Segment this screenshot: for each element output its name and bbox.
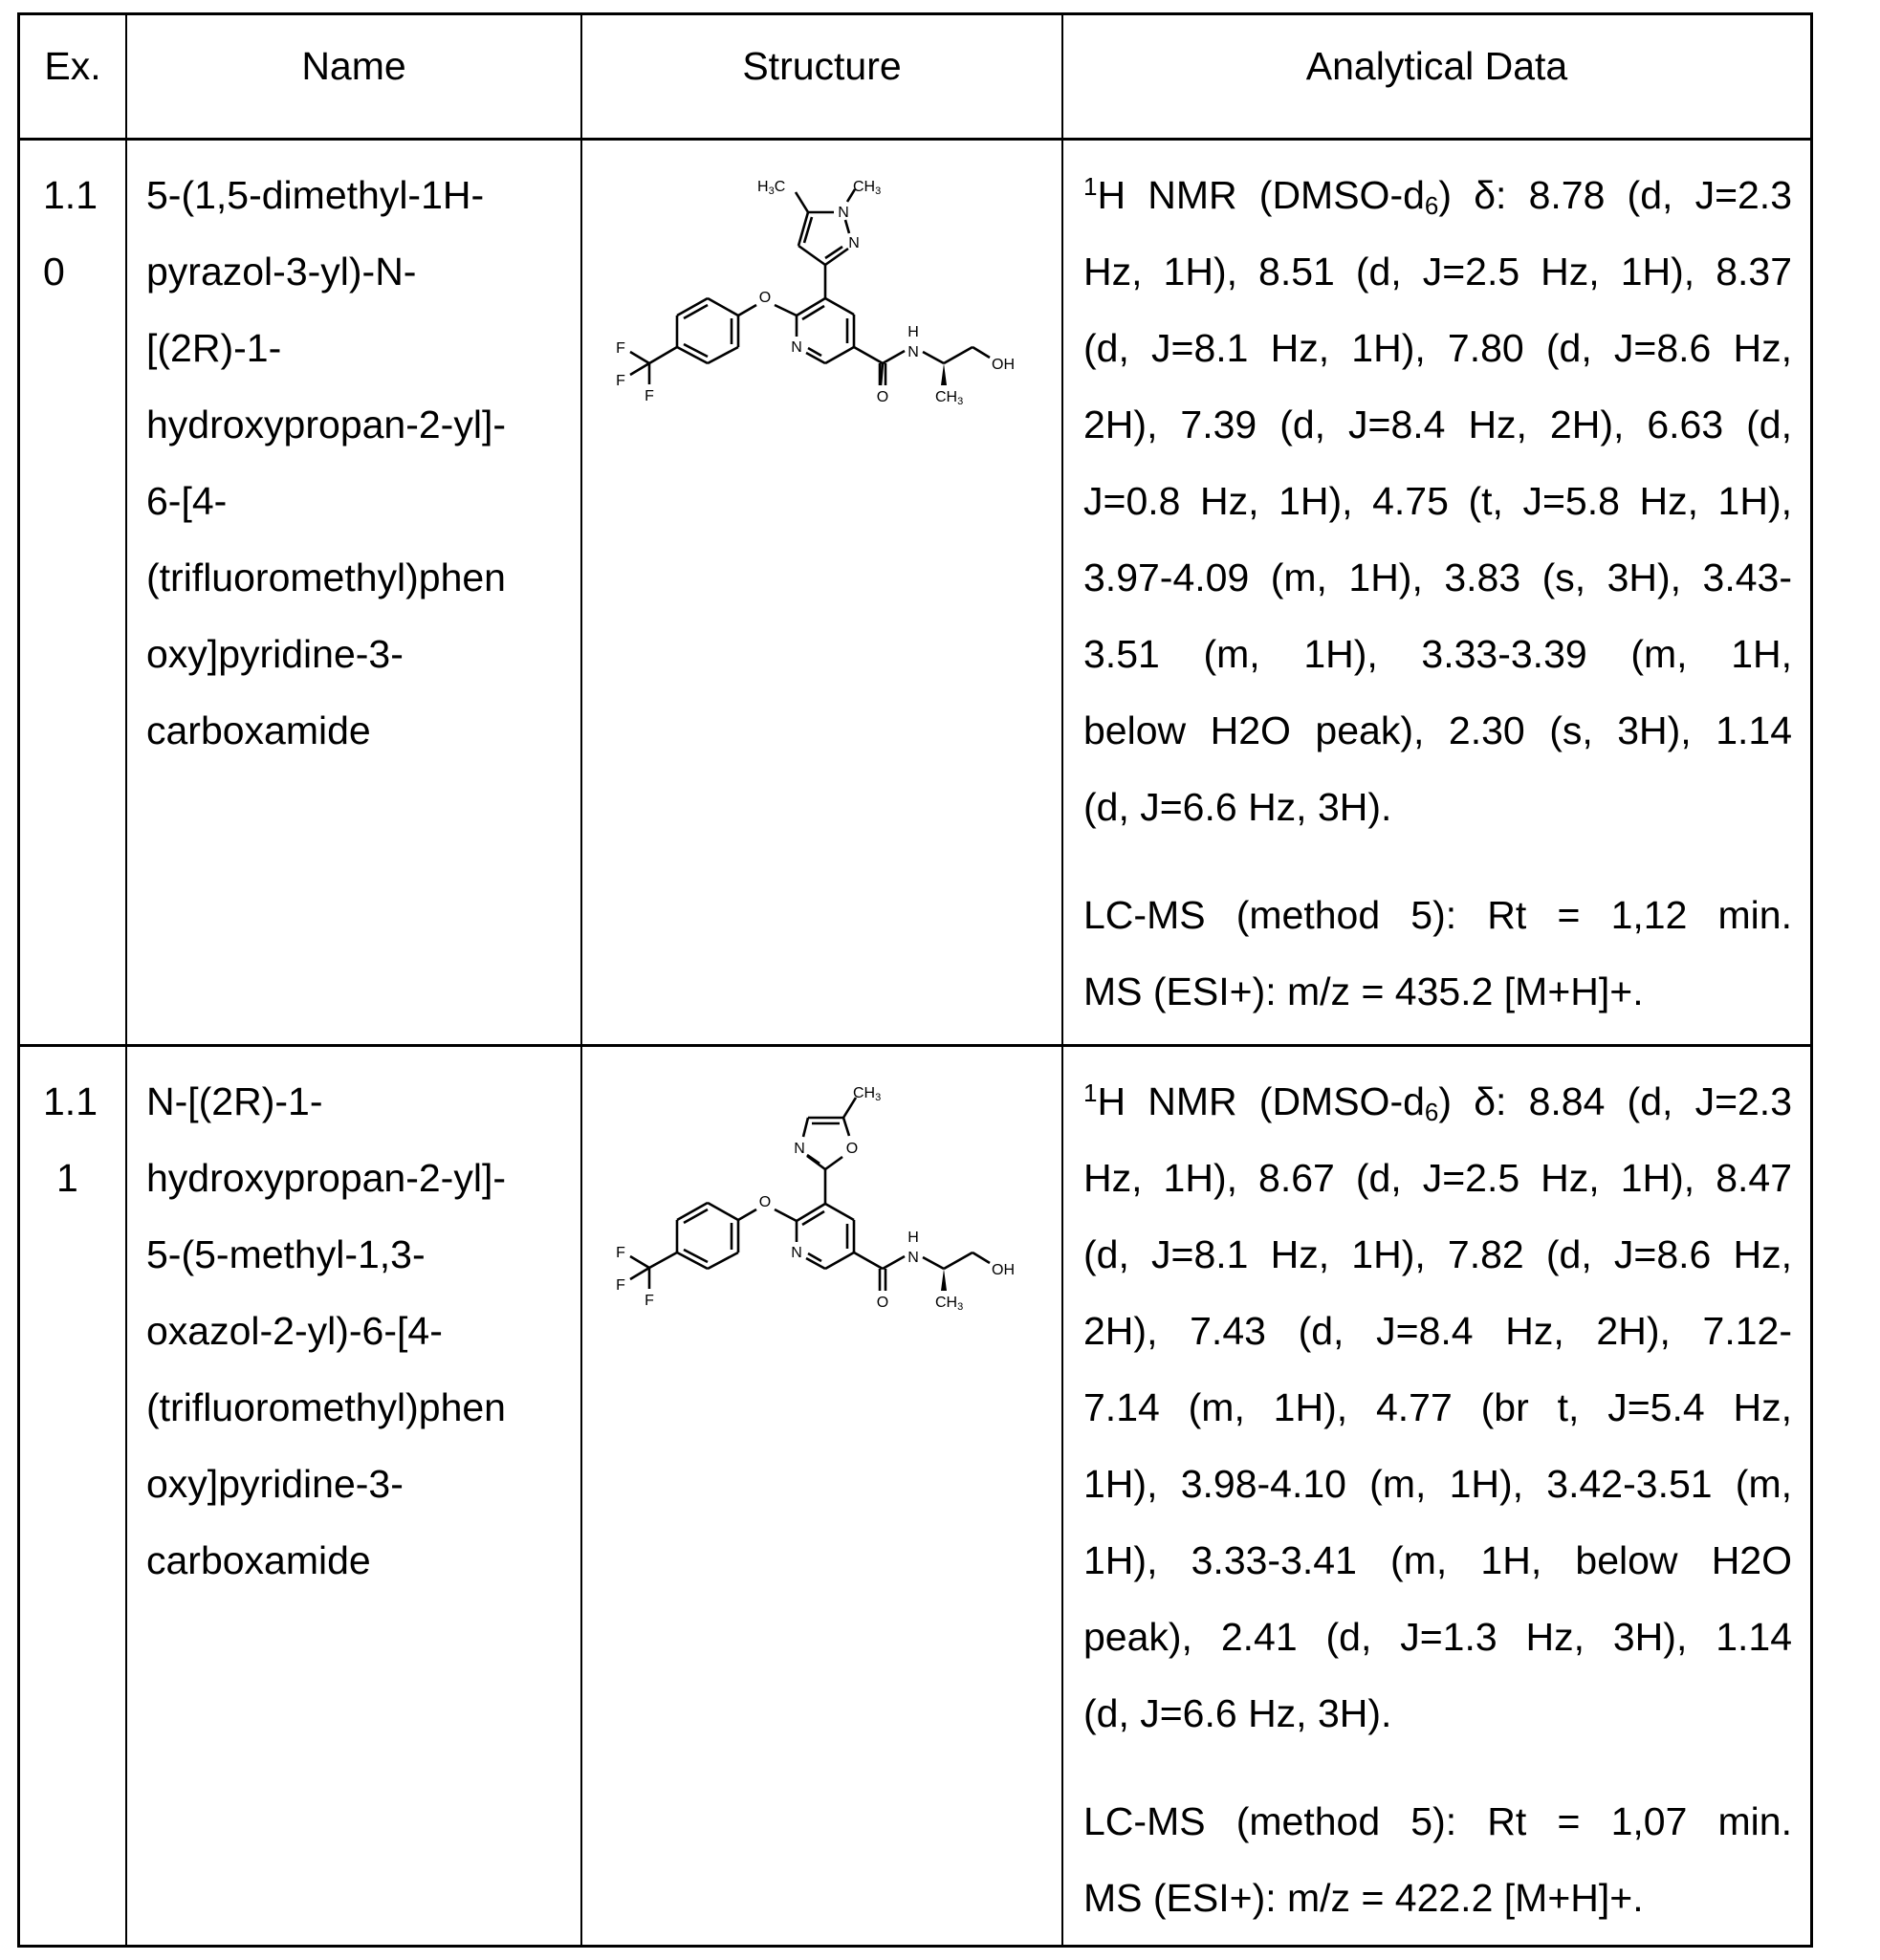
nmr-line: 2H), 7.39 (d, J=8.4 Hz, 2H), 6.63 (d,: [1083, 403, 1792, 446]
nmr-line: (d, J=8.1 Hz, 1H), 7.82 (d, J=8.6 Hz,: [1083, 1232, 1792, 1276]
nmr-line: Hz, 1H), 8.67 (d, J=2.5 Hz, 1H), 8.47: [1083, 1156, 1792, 1200]
nmr-line: (d, J=6.6 Hz, 3H).: [1083, 1691, 1392, 1735]
ex-line: 0: [43, 250, 65, 294]
name-line: 6-[4-: [146, 479, 228, 523]
ex-line: 1.1: [43, 1079, 98, 1123]
name-line: N-[(2R)-1-: [146, 1079, 323, 1123]
atom-label: F: [645, 388, 654, 404]
atom-label: N: [794, 1141, 805, 1157]
ms-line: MS (ESI+): m/z = 435.2 [M+H]+.: [1083, 969, 1644, 1013]
ex-line: 1.1: [43, 173, 98, 217]
row-2-ex: [43, 1063, 123, 1216]
atom-label-ch3: CH3: [935, 1295, 964, 1313]
nmr-prefix: H NMR (DMSO-d: [1097, 173, 1425, 217]
nmr-line: 2H), 7.43 (d, J=8.4 Hz, 2H), 7.12-: [1083, 1309, 1792, 1353]
atom-label: O: [845, 1141, 859, 1157]
nmr-line: 1H), 3.98-4.10 (m, 1H), 3.42-3.51 (m,: [1083, 1462, 1792, 1506]
nmr-line: 1H), 3.33-3.41 (m, 1H, below H2O: [1083, 1538, 1792, 1582]
row-2-name: [146, 1063, 577, 1599]
atom-label: N: [907, 1250, 919, 1266]
row-1-analytical-data: [1083, 157, 1792, 1030]
nmr-line: 3.51 (m, 1H), 3.33-3.39 (m, 1H,: [1083, 632, 1792, 676]
atom-label-ch3: CH3: [935, 389, 964, 407]
atom-label: N: [848, 235, 860, 251]
name-line: oxy]pyridine-3-: [146, 632, 404, 676]
nmr-line: 3.97-4.09 (m, 1H), 3.83 (s, 3H), 3.43-: [1083, 555, 1792, 599]
atom-label: F: [616, 373, 625, 389]
atom-label: F: [616, 1245, 625, 1261]
nmr-line: ) δ: 8.84 (d, J=2.3: [1438, 1079, 1793, 1123]
atom-label: N: [907, 344, 919, 360]
name-line: hydroxypropan-2-yl]-: [146, 403, 506, 446]
name-line: pyrazol-3-yl)-N-: [146, 250, 417, 294]
atom-label-ch3: CH3: [853, 179, 882, 197]
chemical-structure-oxazolyl-icon: [574, 1052, 1071, 1339]
compound-data-table: [17, 12, 1813, 1948]
atom-label: N: [791, 1245, 802, 1261]
atom-label: OH: [992, 357, 1015, 373]
header-structure: Structure: [742, 44, 902, 88]
atom-label: N: [838, 205, 849, 221]
atom-label: O: [758, 290, 772, 306]
superscript: 1: [1083, 1078, 1098, 1107]
name-line: carboxamide: [146, 1538, 371, 1582]
name-line: [(2R)-1-: [146, 326, 282, 370]
row-divider: [20, 1044, 1810, 1047]
nmr-data: [1083, 1063, 1792, 1752]
name-line: 5-(5-methyl-1,3-: [146, 1232, 426, 1276]
atom-label-ch3: CH3: [853, 1085, 882, 1103]
atom-label: O: [876, 389, 889, 405]
lcms-data: [1083, 1783, 1792, 1936]
nmr-data: [1083, 157, 1792, 845]
superscript: 1: [1083, 172, 1098, 201]
nmr-line: 7.14 (m, 1H), 4.77 (br t, J=5.4 Hz,: [1083, 1385, 1792, 1429]
nmr-line: Hz, 1H), 8.51 (d, J=2.5 Hz, 1H), 8.37: [1083, 250, 1792, 294]
nmr-line: peak), 2.41 (d, J=1.3 Hz, 3H), 1.14: [1083, 1615, 1792, 1659]
subscript: 6: [1424, 191, 1439, 220]
atom-label: H: [907, 1230, 919, 1246]
name-line: hydroxypropan-2-yl]-: [146, 1156, 506, 1200]
atom-label-h3c: H3C: [757, 179, 786, 197]
atom-label: O: [758, 1194, 772, 1210]
row-1-name: [146, 157, 577, 769]
name-line: oxazol-2-yl)-6-[4-: [146, 1309, 443, 1353]
nmr-line: J=0.8 Hz, 1H), 4.75 (t, J=5.8 Hz, 1H),: [1083, 479, 1792, 523]
name-line: (trifluoromethyl)phen: [146, 1385, 506, 1429]
header-divider: [20, 138, 1810, 141]
subscript: 6: [1424, 1098, 1439, 1126]
row-2-structure: [574, 1052, 1071, 1339]
name-line: carboxamide: [146, 708, 371, 752]
chemical-structure-pyrazolyl-icon: [574, 143, 1071, 430]
atom-label: N: [791, 339, 802, 356]
nmr-line: (d, J=8.1 Hz, 1H), 7.80 (d, J=8.6 Hz,: [1083, 326, 1792, 370]
atom-label: OH: [992, 1262, 1015, 1278]
header-analytical-data: Analytical Data: [1305, 44, 1568, 88]
atom-label: F: [645, 1293, 654, 1309]
name-line: oxy]pyridine-3-: [146, 1462, 404, 1506]
name-line: 5-(1,5-dimethyl-1H-: [146, 173, 485, 217]
row-2-analytical-data: [1083, 1063, 1792, 1936]
lcms-data: [1083, 877, 1792, 1030]
header-name: Name: [301, 44, 406, 88]
column-divider: [125, 15, 127, 1945]
ms-line: MS (ESI+): m/z = 422.2 [M+H]+.: [1083, 1876, 1644, 1920]
atom-label: H: [907, 324, 919, 340]
atom-label: F: [616, 340, 625, 357]
atom-label: O: [876, 1295, 889, 1311]
nmr-line: (d, J=6.6 Hz, 3H).: [1083, 785, 1392, 829]
nmr-line: ) δ: 8.78 (d, J=2.3: [1438, 173, 1793, 217]
lcms-line: LC-MS (method 5): Rt = 1,07 min.: [1083, 1799, 1792, 1843]
row-1-structure: [574, 143, 1071, 430]
row-1-ex: [43, 157, 123, 310]
nmr-prefix: H NMR (DMSO-d: [1097, 1079, 1425, 1123]
header-ex: Ex.: [44, 44, 101, 88]
name-line: (trifluoromethyl)phen: [146, 555, 506, 599]
ex-line: 1: [56, 1156, 78, 1200]
atom-label: F: [616, 1277, 625, 1294]
lcms-line: LC-MS (method 5): Rt = 1,12 min.: [1083, 893, 1792, 937]
nmr-line: below H2O peak), 2.30 (s, 3H), 1.14: [1083, 708, 1792, 752]
